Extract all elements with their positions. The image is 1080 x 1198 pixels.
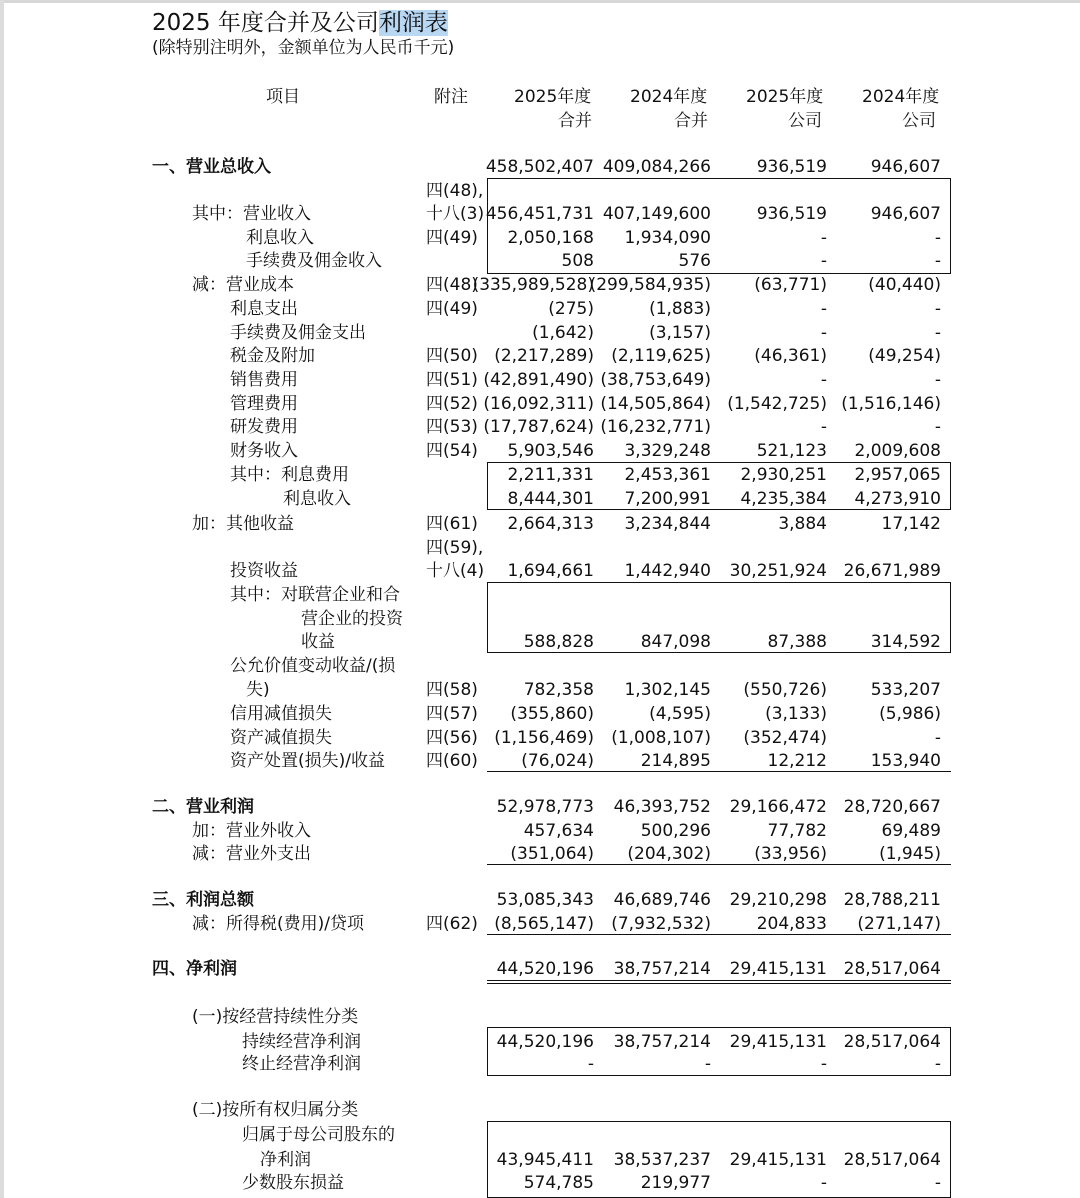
row-value-2024-company: -: [934, 1173, 941, 1193]
row-value-2024-company: 28,720,667: [843, 797, 941, 817]
row-label: 投资收益: [230, 561, 298, 581]
page-subtitle: (除特别注明外，金额单位为人民币千元): [152, 38, 455, 58]
row-label: 手续费及佣金收入: [246, 251, 382, 271]
header-col1-type: 合并: [558, 111, 592, 131]
row-value-2024-consolidated: 500,296: [640, 821, 711, 841]
row-value-2024-consolidated: (299,584,935): [589, 275, 711, 295]
row-value-2024-company: 28,517,064: [843, 1150, 941, 1170]
table-row: [0, 820, 1080, 843]
table-row: [0, 513, 1080, 536]
row-value-2024-company: 17,142: [881, 514, 941, 534]
row-value-2024-consolidated: 38,537,237: [613, 1150, 711, 1170]
row-value-2024-company: 69,489: [881, 821, 941, 841]
attribution-box: [487, 1121, 951, 1198]
row-value-2024-company: 28,517,064: [843, 1032, 941, 1052]
page-title: [152, 8, 448, 38]
row-value-2025-company: 30,251,924: [729, 561, 827, 581]
row-note: 四(56): [426, 728, 478, 748]
row-value-2024-consolidated: (7,932,532): [611, 914, 711, 934]
header-col3-type: 公司: [788, 111, 822, 131]
header-col2-type: 合并: [674, 111, 708, 131]
row-label: 净利润: [260, 1150, 311, 1170]
row-label: 三、利润总额: [152, 890, 254, 910]
row-note: 四(48): [426, 275, 478, 295]
row-value-2024-company: -: [934, 228, 941, 248]
row-value-2025-company: (1,542,725): [727, 394, 827, 414]
subtotal-rule: [487, 934, 951, 935]
row-value-2024-consolidated: (3,157): [649, 323, 711, 343]
row-label: 营企业的投资: [301, 609, 403, 629]
row-label: 终止经营净利润: [242, 1054, 361, 1074]
row-value-2024-consolidated: 2,453,361: [624, 465, 711, 485]
row-note: 四(49): [426, 228, 478, 248]
row-value-2024-company: 28,788,211: [843, 890, 941, 910]
row-value-2025-consolidated: (275): [548, 299, 594, 319]
row-value-2025-consolidated: 44,520,196: [496, 1032, 594, 1052]
header-col1-year: 2025年度: [514, 87, 592, 107]
row-value-2024-company: 946,607: [870, 157, 941, 177]
row-value-2025-company: 87,388: [767, 632, 827, 652]
row-label: 减：所得税(费用)/贷项: [192, 914, 364, 934]
row-value-2024-company: -: [934, 251, 941, 271]
row-label: 其中：对联营企业和合: [230, 585, 400, 605]
subtotal-rule: [487, 771, 951, 772]
row-value-2025-company: (3,133): [765, 704, 827, 724]
row-value-2025-company: 29,415,131: [729, 1150, 827, 1170]
row-label: 收益: [301, 632, 335, 652]
row-value-2024-consolidated: 38,757,214: [613, 1032, 711, 1052]
row-value-2024-company: 28,517,064: [843, 959, 941, 979]
row-label: 少数股东损益: [242, 1173, 344, 1193]
row-label: 利息收入: [283, 489, 351, 509]
row-note: 四(58): [426, 680, 478, 700]
row-value-2024-company: (49,254): [868, 346, 941, 366]
row-value-2025-company: -: [820, 1054, 827, 1074]
row-value-2024-company: (271,147): [857, 914, 941, 934]
table-row: [0, 843, 1080, 866]
row-value-2025-consolidated: (16,092,311): [483, 394, 594, 414]
row-value-2024-company: -: [934, 299, 941, 319]
row-value-2025-consolidated: 2,050,168: [507, 228, 594, 248]
row-note: 四(60): [426, 751, 478, 771]
row-value-2024-company: -: [934, 728, 941, 748]
row-value-2024-consolidated: 1,302,145: [624, 680, 711, 700]
row-label: 公允价值变动收益/(损: [230, 656, 396, 676]
row-value-2025-consolidated: 53,085,343: [496, 890, 594, 910]
row-value-2025-consolidated: 43,945,411: [496, 1150, 594, 1170]
row-value-2025-consolidated: 574,785: [523, 1173, 594, 1193]
row-value-2025-company: (33,956): [754, 844, 827, 864]
row-value-2025-company: 521,123: [756, 441, 827, 461]
row-value-2024-company: 2,957,065: [854, 465, 941, 485]
row-value-2025-company: 29,415,131: [729, 959, 827, 979]
row-value-2024-consolidated: (1,008,107): [611, 728, 711, 748]
row-label: 二、营业利润: [152, 797, 254, 817]
row-value-2024-consolidated: 46,393,752: [613, 797, 711, 817]
row-note: 四(49): [426, 299, 478, 319]
row-note: 四(61): [426, 514, 478, 534]
row-label: 加：其他收益: [192, 514, 294, 534]
row-label: 其中：利息费用: [230, 465, 349, 485]
row-value-2024-consolidated: 1,442,940: [624, 561, 711, 581]
row-value-2025-consolidated: (76,024): [521, 751, 594, 771]
row-label: 资产处置(损失)/收益: [230, 751, 385, 771]
table-row: [0, 889, 1080, 912]
table-row: [0, 416, 1080, 439]
row-note: 四(57): [426, 704, 478, 724]
row-value-2024-consolidated: 46,689,746: [613, 890, 711, 910]
table-row: [0, 958, 1080, 981]
row-label: 税金及附加: [230, 346, 315, 366]
row-label: 管理费用: [230, 394, 298, 414]
row-value-2024-company: (1,945): [879, 844, 941, 864]
table-row: [0, 440, 1080, 463]
row-label: 减：营业成本: [192, 275, 294, 295]
table-row: [0, 727, 1080, 750]
table-row: [0, 393, 1080, 416]
table-row: [0, 369, 1080, 392]
row-value-2025-consolidated: -: [587, 1054, 594, 1074]
row-value-2024-consolidated: (4,595): [649, 704, 711, 724]
total-double-rule: [487, 983, 951, 984]
row-value-2025-consolidated: 44,520,196: [496, 959, 594, 979]
row-label: 财务收入: [230, 441, 298, 461]
row-value-2025-consolidated: (8,565,147): [494, 914, 594, 934]
row-value-2025-consolidated: 5,903,546: [507, 441, 594, 461]
row-value-2025-company: -: [820, 299, 827, 319]
row-value-2024-consolidated: 1,934,090: [624, 228, 711, 248]
row-value-2024-company: 153,940: [870, 751, 941, 771]
row-value-2025-consolidated: (355,860): [510, 704, 594, 724]
row-value-2025-company: -: [820, 417, 827, 437]
row-value-2024-consolidated: (2,119,625): [611, 346, 711, 366]
row-value-2024-consolidated: 576: [678, 251, 711, 271]
row-value-2025-company: (550,726): [743, 680, 827, 700]
row-value-2025-consolidated: 458,502,407: [485, 157, 594, 177]
table-row: [0, 1099, 1080, 1122]
row-value-2025-company: 4,235,384: [740, 489, 827, 509]
finance-breakdown-box: [487, 462, 951, 510]
row-value-2025-consolidated: 456,451,731: [485, 204, 594, 224]
header-col3-year: 2025年度: [746, 87, 824, 107]
row-label: 资产减值损失: [230, 728, 332, 748]
row-note: 四(53): [426, 417, 478, 437]
table-row: [0, 537, 1080, 560]
row-value-2024-consolidated: 3,329,248: [624, 441, 711, 461]
row-value-2024-consolidated: 407,149,600: [602, 204, 711, 224]
row-value-2024-company: -: [934, 1054, 941, 1074]
row-value-2025-consolidated: (335,989,528): [472, 275, 594, 295]
row-label: 研发费用: [230, 417, 298, 437]
row-label: 一、营业总收入: [152, 157, 271, 177]
row-value-2025-consolidated: (1,642): [532, 323, 594, 343]
table-row: [0, 703, 1080, 726]
table-row: [0, 750, 1080, 773]
row-value-2025-consolidated: (17,787,624): [483, 417, 594, 437]
row-label: 销售费用: [230, 370, 298, 390]
row-value-2025-company: -: [820, 228, 827, 248]
row-value-2024-consolidated: -: [704, 1054, 711, 1074]
row-value-2025-consolidated: 52,978,773: [496, 797, 594, 817]
row-value-2025-company: 29,210,298: [729, 890, 827, 910]
row-note: 四(48),: [426, 181, 484, 201]
row-value-2024-consolidated: (204,302): [627, 844, 711, 864]
row-label: 归属于母公司股东的: [242, 1125, 395, 1145]
row-value-2024-company: -: [934, 370, 941, 390]
row-value-2024-company: 4,273,910: [854, 489, 941, 509]
investment-breakdown-box: [487, 582, 951, 653]
row-label: (一)按经营持续性分类: [192, 1007, 359, 1027]
row-note: 十八(4): [426, 561, 485, 581]
row-note: 四(59),: [426, 538, 484, 558]
table-row: [0, 679, 1080, 702]
row-note: 四(54): [426, 441, 478, 461]
row-value-2025-company: -: [820, 323, 827, 343]
row-value-2025-consolidated: (2,217,289): [494, 346, 594, 366]
row-note: 十八(3): [426, 204, 485, 224]
row-value-2024-company: (5,986): [879, 704, 941, 724]
row-value-2024-company: (40,440): [868, 275, 941, 295]
row-value-2024-consolidated: (14,505,864): [600, 394, 711, 414]
row-value-2025-consolidated: 8,444,301: [507, 489, 594, 509]
row-value-2024-company: (1,516,146): [841, 394, 941, 414]
row-value-2024-company: 533,207: [870, 680, 941, 700]
continuity-box: [487, 1027, 951, 1076]
row-value-2024-company: 2,009,608: [854, 441, 941, 461]
subtotal-rule: [487, 864, 951, 865]
row-label: 减：营业外支出: [192, 844, 311, 864]
table-row: [0, 913, 1080, 936]
row-value-2024-company: -: [934, 323, 941, 343]
row-value-2025-consolidated: (351,064): [510, 844, 594, 864]
row-label: 手续费及佣金支出: [230, 323, 366, 343]
header-col4-type: 公司: [902, 111, 936, 131]
row-value-2025-company: 29,166,472: [729, 797, 827, 817]
row-value-2024-consolidated: (1,883): [649, 299, 711, 319]
row-value-2024-consolidated: 7,200,991: [624, 489, 711, 509]
row-value-2025-company: 29,415,131: [729, 1032, 827, 1052]
row-value-2025-consolidated: (1,156,469): [494, 728, 594, 748]
row-value-2025-company: 12,212: [767, 751, 827, 771]
table-row: [0, 796, 1080, 819]
row-value-2025-company: -: [820, 370, 827, 390]
total-rule: [487, 980, 951, 981]
row-value-2025-company: 2,930,251: [740, 465, 827, 485]
row-value-2025-company: 936,519: [756, 204, 827, 224]
table-row: [0, 274, 1080, 297]
row-value-2025-company: (63,771): [754, 275, 827, 295]
row-value-2024-consolidated: 214,895: [640, 751, 711, 771]
row-value-2024-company: -: [934, 417, 941, 437]
row-value-2025-company: (46,361): [754, 346, 827, 366]
row-value-2024-company: 946,607: [870, 204, 941, 224]
title-highlight[interactable]: 利润表: [378, 10, 448, 36]
table-row: [0, 298, 1080, 321]
header-col4-year: 2024年度: [862, 87, 940, 107]
row-value-2024-consolidated: (38,753,649): [600, 370, 711, 390]
row-label: 持续经营净利润: [242, 1032, 361, 1052]
row-label: 其中：营业收入: [192, 204, 311, 224]
row-label: 失): [246, 680, 270, 700]
table-row: [0, 655, 1080, 678]
row-label: 利息支出: [230, 299, 298, 319]
row-value-2024-consolidated: 219,977: [640, 1173, 711, 1193]
header-item: 项目: [266, 87, 300, 107]
row-label: 四、净利润: [152, 959, 237, 979]
table-row: [0, 322, 1080, 345]
row-value-2024-consolidated: 847,098: [640, 632, 711, 652]
row-value-2025-company: 204,833: [756, 914, 827, 934]
row-label: 加：营业外收入: [192, 821, 311, 841]
row-note: 四(51): [426, 370, 478, 390]
row-note: 四(62): [426, 914, 478, 934]
row-value-2024-consolidated: 3,234,844: [624, 514, 711, 534]
row-label: (二)按所有权归属分类: [192, 1100, 359, 1120]
row-value-2025-company: 3,884: [778, 514, 827, 534]
row-label: 信用减值损失: [230, 704, 332, 724]
row-value-2025-consolidated: 1,694,661: [507, 561, 594, 581]
header-col2-year: 2024年度: [630, 87, 708, 107]
row-value-2024-consolidated: (16,232,771): [600, 417, 711, 437]
row-value-2025-consolidated: 457,634: [523, 821, 594, 841]
row-value-2025-consolidated: 2,664,313: [507, 514, 594, 534]
row-value-2025-consolidated: 2,211,331: [507, 465, 594, 485]
row-note: 四(52): [426, 394, 478, 414]
row-value-2024-consolidated: 38,757,214: [613, 959, 711, 979]
top-border: [0, 0, 1080, 3]
revenue-breakdown-box: [487, 178, 951, 274]
row-note: 四(50): [426, 346, 478, 366]
row-value-2025-consolidated: 508: [561, 251, 594, 271]
table-row: [0, 345, 1080, 368]
row-value-2025-consolidated: 782,358: [523, 680, 594, 700]
table-row: [0, 156, 1080, 179]
row-value-2025-consolidated: (42,891,490): [483, 370, 594, 390]
title-text: 2025 年度合并及公司: [152, 10, 379, 36]
row-value-2025-company: (352,474): [743, 728, 827, 748]
row-value-2025-company: -: [820, 251, 827, 271]
row-value-2025-company: 936,519: [756, 157, 827, 177]
row-value-2024-consolidated: 409,084,266: [602, 157, 711, 177]
header-note: 附注: [434, 87, 468, 107]
table-row: [0, 1006, 1080, 1029]
row-value-2025-company: -: [820, 1173, 827, 1193]
row-label: 利息收入: [246, 228, 314, 248]
row-value-2025-consolidated: 588,828: [523, 632, 594, 652]
row-value-2024-company: 314,592: [870, 632, 941, 652]
row-value-2025-company: 77,782: [767, 821, 827, 841]
row-value-2024-company: 26,671,989: [843, 561, 941, 581]
table-row: [0, 560, 1080, 583]
